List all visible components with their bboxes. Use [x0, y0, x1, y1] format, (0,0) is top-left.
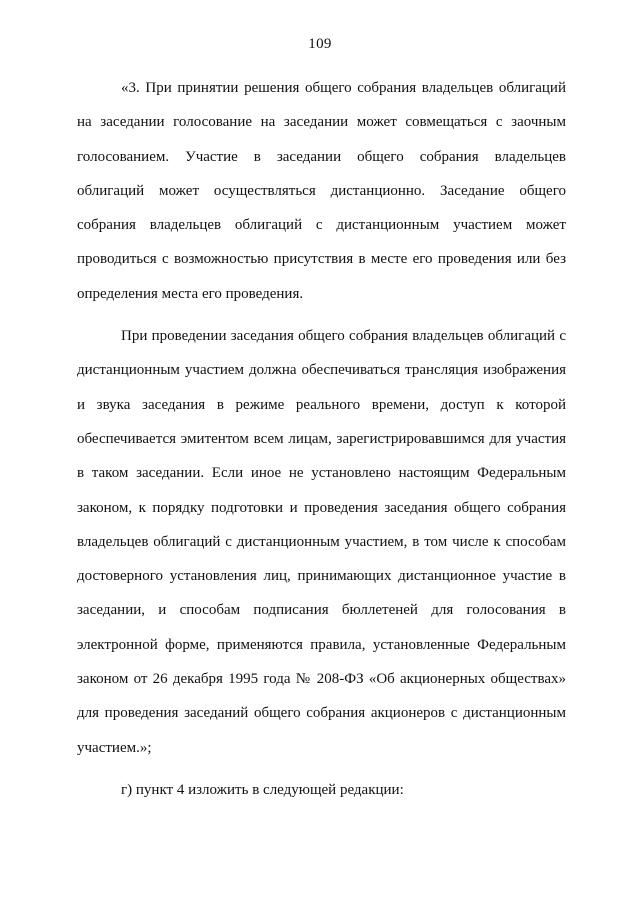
text-line: владельцев облигаций с дистанционным участием, в том числе к способам: [77, 533, 566, 550]
text-line: При проведении заседания общего собрания владельцев облигаций с: [121, 328, 566, 345]
text-line: законом, к порядку подготовки и проведения заседания общего собрания: [77, 499, 566, 516]
text-line: собрания владельцев облигаций с дистанционным участием может: [77, 217, 566, 234]
paragraph-gap: [77, 765, 566, 773]
paragraph: [77, 71, 566, 311]
text-line: заседании, и способам подписания бюллетеней для голосования в: [77, 602, 566, 619]
text-line: голосованием. Участие в заседании общего собрания владельцев: [77, 148, 566, 165]
paragraph-gap: [77, 311, 566, 319]
text-line: г) пункт 4 изложить в следующей редакции:: [121, 781, 404, 798]
text-line: «3. При принятии решения общего собрания владельцев облигаций: [121, 80, 566, 96]
text-line: и звука заседания в режиме реального времени, доступ к которой: [77, 396, 566, 413]
text-line: обеспечивается эмитентом всем лицам, зарегистрировавшимся для участия: [77, 430, 566, 447]
text-line: определения места его проведения.: [77, 285, 304, 302]
paragraph: [77, 319, 566, 765]
text-line: дистанционным участием должна обеспечиваться трансляция изображения: [77, 362, 566, 379]
page-number: 109: [308, 36, 332, 52]
text-line: законом от 26 декабря 1995 года № 208-ФЗ «Об акционерных обществах»: [77, 671, 566, 688]
text-line: для проведения заседаний общего собрания акционеров с дистанционным: [77, 705, 566, 722]
text-line: в таком заседании. Если иное не установлено настоящим Федеральным: [77, 465, 566, 482]
text-line: электронной форме, применяются правила, установленные Федеральным: [77, 636, 566, 653]
document-body: [77, 71, 566, 807]
text-line: проводиться с возможностью присутствия в месте его проведения или без: [77, 251, 566, 268]
paragraph: [77, 773, 566, 807]
text-line: достоверного установления лиц, принимающих дистанционное участие в: [77, 568, 566, 585]
text-line: участием.»;: [77, 739, 152, 756]
text-line: на заседании голосование на заседании может совмещаться с заочным: [77, 114, 566, 131]
text-line: облигаций может осуществляться дистанционно. Заседание общего: [77, 182, 566, 199]
